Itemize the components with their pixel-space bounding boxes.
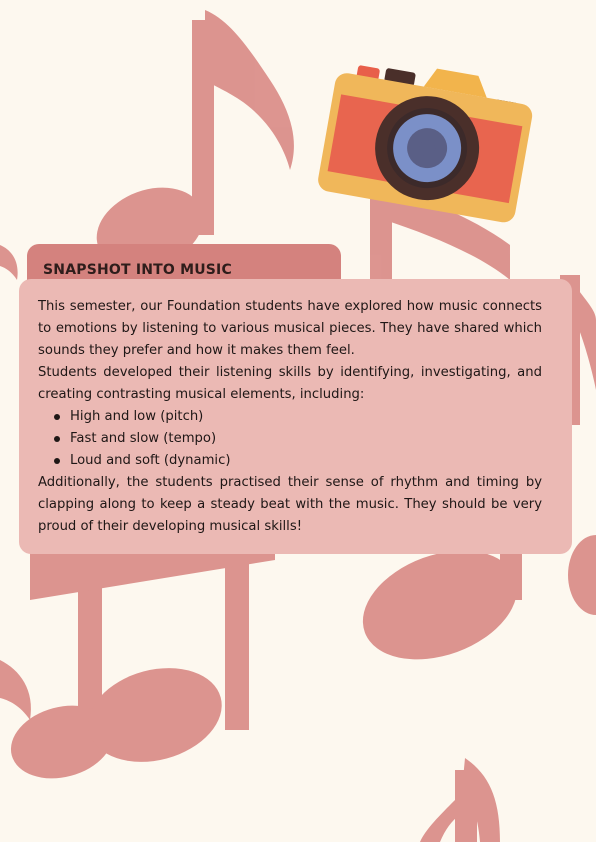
music-note-icon [420, 758, 500, 842]
closing-paragraph: Additionally, the students practised their sense of rhythm and timing by clapping along to keep a steady beat with the music. They should be very proud of their developing musical skills! [38, 475, 542, 534]
music-note-icon [0, 245, 18, 280]
camera-icon [316, 58, 538, 228]
musical-elements-list [38, 406, 542, 472]
section-title: SNAPSHOT INTO MUSIC [43, 262, 232, 278]
content-body [38, 296, 542, 538]
skills-intro-paragraph: Students developed their listening skills by identifying, investigating, and creating contrasting musical elements, including: [38, 365, 542, 402]
intro-paragraph: This semester, our Foundation students have explored how music connects to emotions by listening to various musical pieces. They have shared which sounds they prefer and how it makes them feel. [38, 299, 542, 358]
list-item: Fast and slow (tempo) [38, 428, 542, 450]
music-note-icon [85, 10, 294, 283]
list-item: High and low (pitch) [38, 406, 542, 428]
list-item: Loud and soft (dynamic) [38, 450, 542, 472]
